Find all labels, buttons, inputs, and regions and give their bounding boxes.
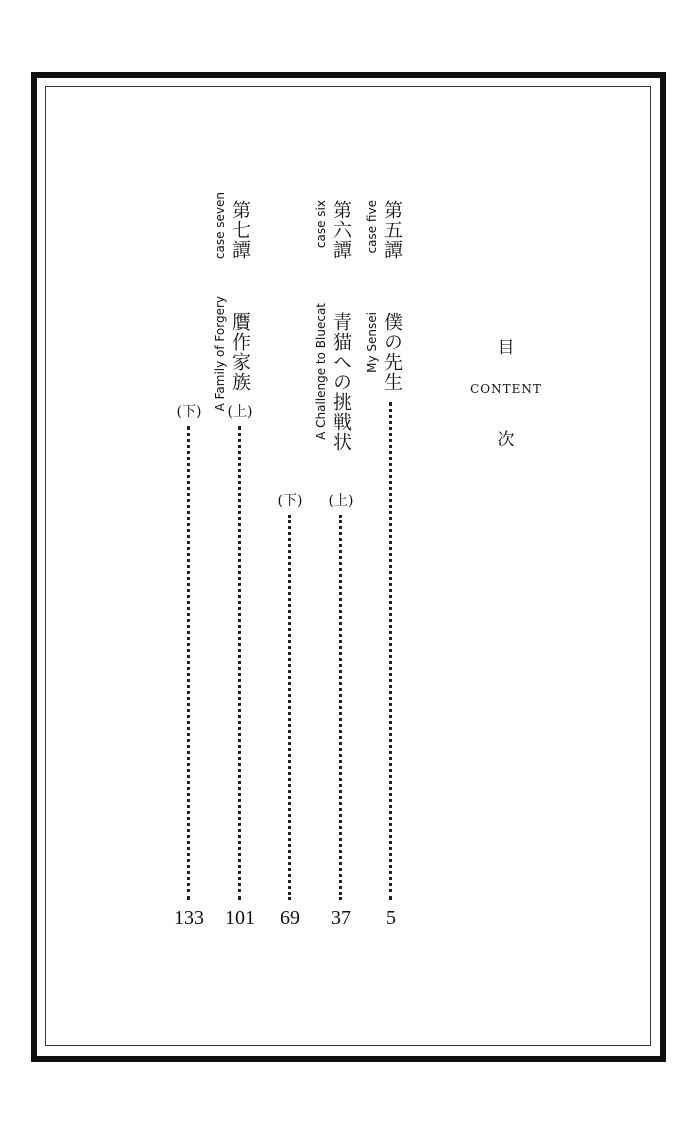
case-seven-title: 贋作家族: [229, 312, 251, 392]
page-number-case-seven-upper: 101: [225, 907, 255, 929]
case-six-en-title: A Challenge to Bluecat: [314, 303, 328, 440]
case-seven-en-title: A Family of Forgery: [213, 296, 227, 412]
case-six-en-label: case six: [314, 200, 328, 249]
case-six-part-upper: (上): [328, 493, 354, 509]
case-seven-en-label: case seven: [213, 192, 227, 260]
leader-dots-case-six-upper: [339, 515, 342, 900]
page-number-case-seven-lower: 133: [174, 907, 204, 929]
page-number-case-five: 5: [386, 907, 396, 929]
case-seven-part-upper: (上): [227, 404, 253, 420]
case-six-part-lower: (下): [277, 493, 303, 509]
toc-heading-bottom: 次: [497, 430, 515, 450]
case-five-en-title: My Sensei: [365, 312, 379, 373]
case-six-title: 青猫への挑戦状: [330, 312, 352, 452]
case-seven-label: 第七譚: [229, 200, 251, 260]
case-five-label: 第五譚: [381, 200, 403, 260]
toc-heading-top: 目: [497, 338, 515, 358]
toc-heading-en: CONTENT: [470, 382, 542, 396]
leader-dots-case-seven-upper: [238, 426, 241, 900]
page-number-case-six-lower: 69: [280, 907, 300, 929]
case-six-label: 第六譚: [330, 200, 352, 260]
case-five-title: 僕の先生: [381, 312, 403, 392]
case-seven-part-lower: (下): [176, 404, 202, 420]
page-number-case-six-upper: 37: [331, 907, 351, 929]
leader-dots-case-seven-lower: [187, 426, 190, 900]
leader-dots-case-six-lower: [288, 515, 291, 900]
leader-dots-case-five: [389, 402, 392, 900]
case-five-en-label: case five: [365, 200, 379, 254]
